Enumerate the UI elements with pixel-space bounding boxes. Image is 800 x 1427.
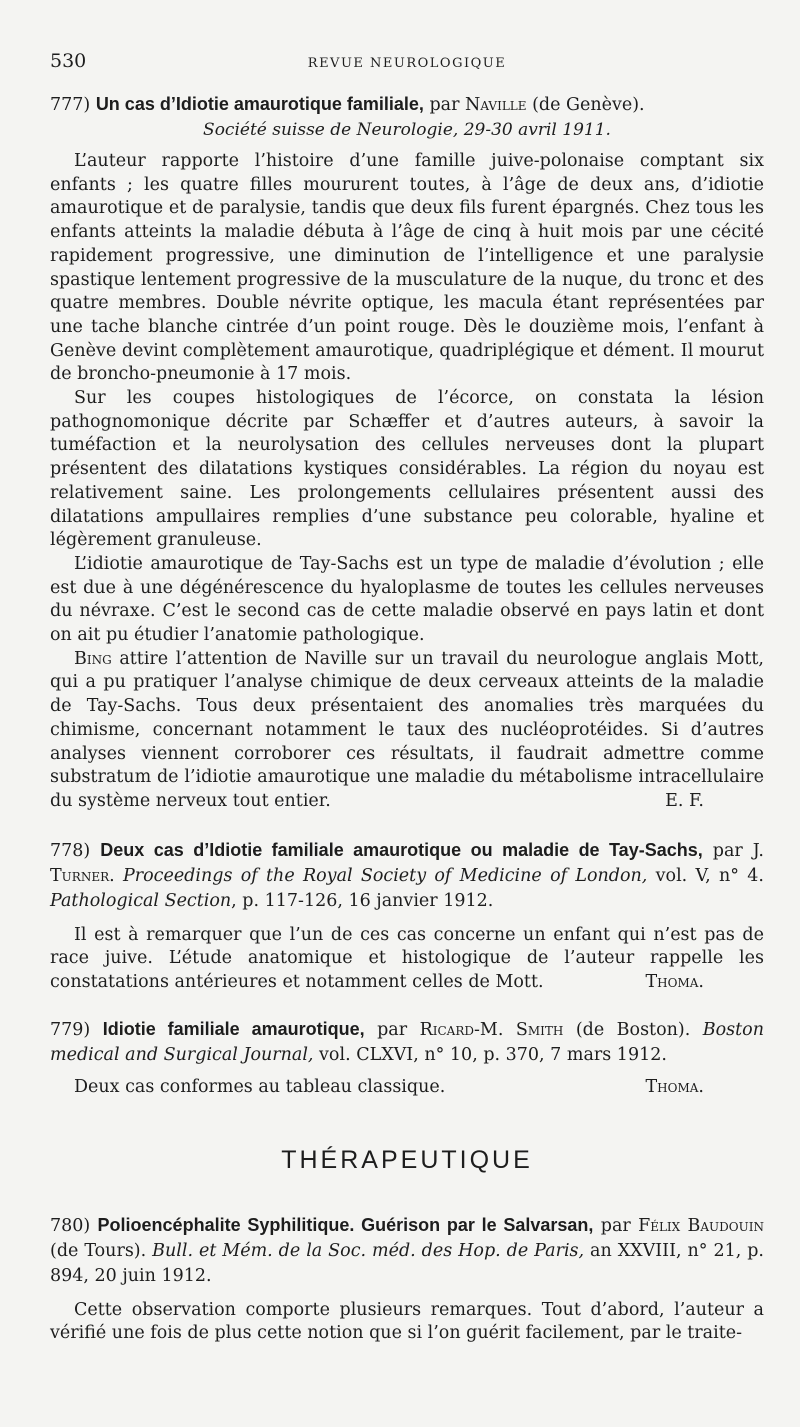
source-volume: vol. CLXVI, n° 10, p. 370, 7 mars 1912.: [313, 1044, 667, 1065]
abstract-source: Société suisse de Neurologie, 29-30 avril 1911.: [203, 120, 611, 140]
abstract-777: [50, 92, 764, 814]
paragraph-text: Deux cas conformes au tableau classique.: [74, 1076, 446, 1097]
author-name: Turner: [50, 865, 110, 886]
abstract-number: 780): [50, 1215, 91, 1236]
reviewer-signature: E. F.: [665, 790, 704, 811]
source-journal: Proceedings of the Royal Society of Medicine of London,: [122, 865, 648, 886]
abstract-779-heading: [50, 1017, 764, 1068]
abstract-780-heading: [50, 1213, 764, 1289]
author-prefix: par J.: [702, 840, 764, 861]
section-title: THÉRAPEUTIQUE: [281, 1145, 533, 1174]
source-volume: vol. V, n° 4.: [647, 865, 764, 886]
source-journal: Bull. et Mém. de la Soc. méd. des Hop. de Paris,: [152, 1240, 585, 1261]
abstract-paragraph: Cette observation comporte plusieurs remarques. Tout d’abord, l’auteur a vérifié une fois de plus cette notion que si l’on guérit facilement, par le traite-: [50, 1299, 764, 1344]
cited-name: Bing: [74, 648, 112, 669]
page-number: 530: [50, 50, 87, 72]
author-name: Félix Baudouin: [638, 1215, 764, 1236]
running-title: REVUE NEUROLOGIQUE: [307, 56, 507, 71]
source-journal: Boston medical and Surgical Journal,: [50, 1019, 764, 1065]
abstract-paragraph: [50, 648, 764, 814]
abstract-number: 778): [50, 840, 91, 861]
abstract-paragraph: [50, 1076, 764, 1100]
abstract-paragraph: Sur les coupes histologiques de l’écorce, on constata la lésion pathognomonique décrite par Schæffer et d’autres auteurs, à savoir la tuméfaction et la neurolysation des cellules nerveuses dont la plupart présentent des dilatations kystiques considérables. La région du noyau est relativement saine. Les prolongements cellulaires présentent aussi des dilatations ampullaires remplies d’une substance peu colorable, hyaline et légèrement granuleuse.: [50, 388, 764, 551]
abstract-777-heading: [50, 92, 764, 118]
author-suffix: (de Tours).: [50, 1240, 153, 1261]
source-volume: an XXVIII, n° 21, p. 894, 20 juin 1912.: [50, 1240, 764, 1286]
paragraph-text: attire l’attention de Naville sur un travail du neurologue anglais Mott, qui a pu pratiquer l’analyse chimique de deux cerveaux atteints de la maladie de Tay-Sachs. Tous deux présentaient des anomalies très marquées du chimisme, concernant notamment le taux des nucléoprotéides. Si d’autres analyses viennent corroborer ces résultats, il faudrait admettre comme substratum de l’idiotie amaurotique une maladie du métabolisme intracellulaire du système nerveux tout entier.: [50, 648, 764, 811]
abstract-paragraph: L’idiotie amaurotique de Tay-Sachs est un type de maladie d’évolution ; elle est due à une dégénérescence du hyaloplasme de toutes les cellules nerveuses du névraxe. C’est le second cas de cette maladie observé en pays latin et dont on ait pu étudier l’anatomie pathologique.: [50, 553, 764, 646]
abstract-title: Un cas d’Idiotie amaurotique familiale,: [95, 94, 424, 114]
abstract-780: [50, 1213, 764, 1346]
reviewer-signature: Thoma.: [645, 972, 704, 993]
author-name: Ricard-M. Smith: [419, 1019, 564, 1040]
author-name: Naville: [465, 95, 527, 115]
paragraph-text: Il est à remarquer que l’un de ces cas concerne un enfant qui n’est pas de race juive. L’étude anatomique et histologique de l’auteur rappelle les constatations antérieures et notamment celles de Mott.: [50, 924, 764, 993]
source-section: Pathological Section: [50, 890, 232, 911]
abstract-number: 779): [50, 1019, 91, 1040]
abstract-778: [50, 838, 764, 995]
abstract-paragraph: [50, 924, 764, 995]
author-prefix: par: [593, 1215, 639, 1236]
abstract-778-heading: [50, 838, 764, 914]
author-suffix: (de Genève).: [526, 95, 645, 115]
author-suffix: .: [109, 865, 123, 886]
source-pages: , p. 117-126, 16 janvier 1912.: [231, 890, 494, 911]
abstract-paragraph: L’auteur rapporte l’histoire d’une famille juive-polonaise comptant six enfants ; les quatre filles moururent toutes, à l’âge de deux ans, d’idiotie amaurotique et de paralysie, tandis que deux fils furent épargnés. Chez tous les enfants atteints la maladie débuta à l’âge de cinq à huit mois par une cécité rapidement progressive, une diminution de l’intelligence et une paralysie spastique lentement progressive de la musculature de la nuque, du tronc et des quatre membres. Double névrite optique, les macula étant représentées par une tache blanche cintrée d’un point rouge. Dès le douzième mois, l’enfant à Genève devint complètement amaurotique, quadriplégique et dément. Il mourut de broncho-pneumonie à 17 mois.: [50, 151, 764, 385]
author-suffix: (de Boston).: [563, 1019, 703, 1040]
abstract-779: [50, 1017, 764, 1100]
abstract-title: Polioencéphalite Syphilitique. Guérison par le Salvarsan,: [97, 1214, 594, 1235]
author-prefix: par: [423, 95, 466, 115]
author-prefix: par: [364, 1019, 420, 1040]
page-header: [50, 50, 764, 80]
abstract-title: Deux cas d’Idiotie familiale amaurotique ou maladie de Tay-Sachs,: [100, 839, 703, 860]
abstract-title: Idiotie familiale amaurotique,: [102, 1018, 365, 1039]
abstract-number: 777): [50, 95, 91, 115]
reviewer-signature: Thoma.: [645, 1076, 704, 1097]
